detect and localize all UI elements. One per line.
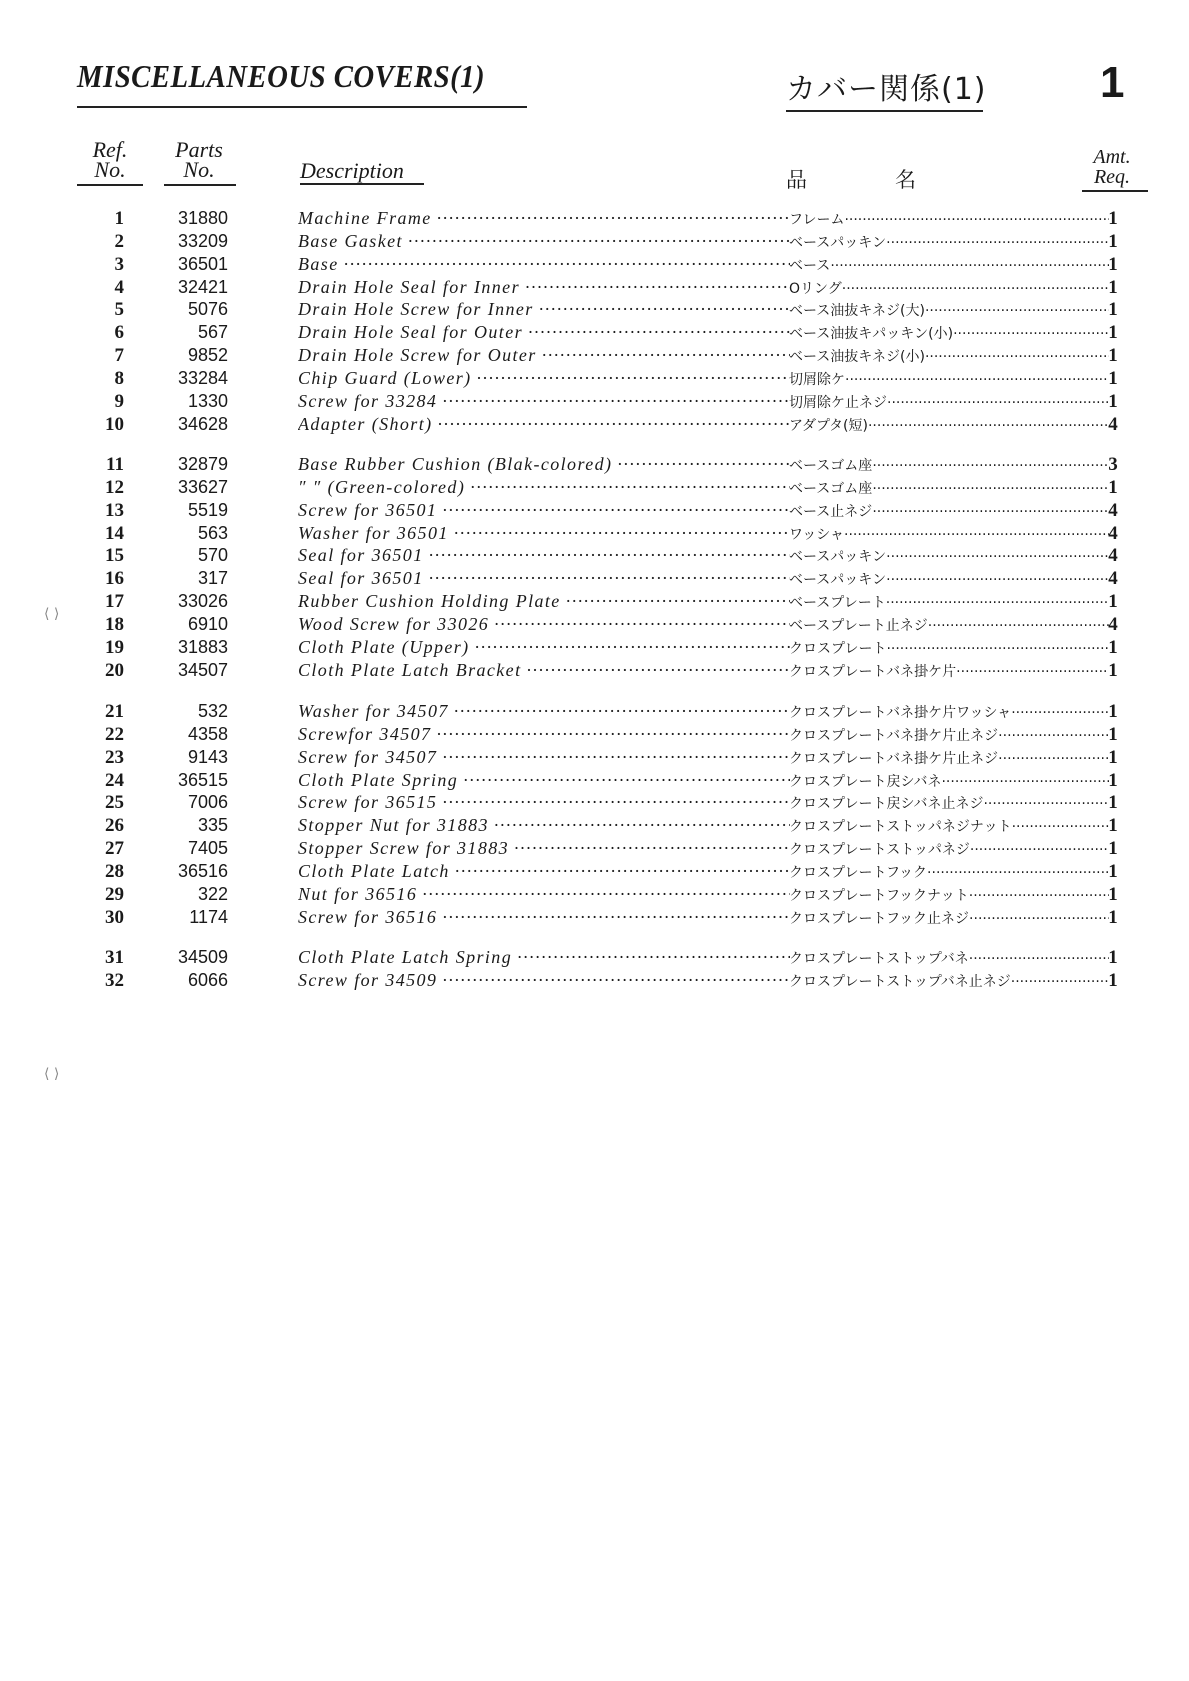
part-description: Cloth Plate (Upper) ····· xyxy=(298,637,790,659)
ref-number: 28 xyxy=(105,860,124,882)
amount-required: 1 xyxy=(1108,883,1118,905)
ref-number: 14 xyxy=(105,522,124,544)
amount-required: 1 xyxy=(1108,860,1118,882)
column-header-parts xyxy=(164,137,234,182)
table-row xyxy=(0,345,1189,367)
part-description: Screw for 36515 ····· xyxy=(298,792,790,814)
amount-required: 1 xyxy=(1108,230,1118,252)
part-number: 335 xyxy=(197,815,228,836)
amount-required: 1 xyxy=(1108,367,1118,389)
ref-number: 10 xyxy=(105,413,124,435)
table-row xyxy=(0,884,1189,906)
amount-required: 1 xyxy=(1108,276,1118,298)
ref-number: 32 xyxy=(105,969,124,991)
part-name-japanese: クロスプレートバネ掛ケ片 ····· xyxy=(789,660,1109,682)
ref-number: 27 xyxy=(105,838,124,860)
table-row xyxy=(0,907,1189,929)
part-description: Cloth Plate Latch Spring ····· xyxy=(298,947,790,969)
part-description: Base Rubber Cushion (Blak-colored) ····· xyxy=(298,454,790,476)
table-row xyxy=(0,614,1189,636)
table-row xyxy=(0,568,1189,590)
amount-required: 1 xyxy=(1108,815,1118,837)
part-description: Base ····· xyxy=(298,254,790,276)
amount-required: 4 xyxy=(1108,499,1118,521)
table-row xyxy=(0,747,1189,769)
table-row xyxy=(0,277,1189,299)
part-number: 9852 xyxy=(187,345,228,366)
part-description: ″ ″ (Green-colored) ····· xyxy=(298,477,790,499)
part-name-japanese: クロスプレートバネ掛ケ片止ネジ ····· xyxy=(789,747,1109,769)
table-row xyxy=(0,792,1189,814)
part-description: Seal for 36501 ····· xyxy=(298,568,790,590)
part-name-japanese: アダプタ(短) ····· xyxy=(789,414,1109,436)
table-row xyxy=(0,637,1189,659)
part-number: 563 xyxy=(197,522,228,543)
ref-number: 30 xyxy=(105,906,124,928)
jp-header-char-1: 品 xyxy=(786,168,807,192)
ref-number: 6 xyxy=(114,322,124,344)
part-name-japanese: クロスプレートストッパネジナット ····· xyxy=(789,815,1109,837)
part-name-japanese: ベース止ネジ ····· xyxy=(789,500,1109,522)
part-name-japanese: ベースパッキン ····· xyxy=(789,545,1109,567)
column-header-description: Description xyxy=(300,158,404,183)
part-number: 33627 xyxy=(177,476,228,497)
part-name-japanese: クロスプレート戻シバネ止ネジ ····· xyxy=(789,792,1109,814)
table-row xyxy=(0,231,1189,253)
ref-number: 13 xyxy=(105,499,124,521)
table-row xyxy=(0,591,1189,613)
part-number: 5519 xyxy=(187,499,228,520)
part-name-japanese: ベース油抜キパッキン(小) ····· xyxy=(789,322,1109,344)
ref-number: 4 xyxy=(114,276,124,298)
page-number: 1 xyxy=(1100,58,1125,107)
part-name-japanese: フレーム ····· xyxy=(789,208,1109,230)
part-number: 33209 xyxy=(177,230,228,251)
part-description: Chip Guard (Lower) ····· xyxy=(298,368,790,390)
part-number: 34509 xyxy=(177,947,228,967)
part-name-japanese: クロスプレートストップバネ止ネジ ····· xyxy=(789,970,1109,992)
part-number: 7405 xyxy=(187,838,228,859)
parts-header-underline xyxy=(164,184,236,186)
part-description: Rubber Cushion Holding Plate ····· xyxy=(298,591,790,613)
part-description: Cloth Plate Latch Bracket ····· xyxy=(298,660,790,682)
amount-required: 4 xyxy=(1108,522,1118,544)
ref-header-line2: No. xyxy=(94,157,126,182)
table-row xyxy=(0,322,1189,344)
part-name-japanese: ベース油抜キネジ(大) ····· xyxy=(789,299,1109,321)
column-header-ref xyxy=(80,137,140,182)
part-description: Screwfor 34507 ····· xyxy=(298,724,790,746)
amount-required: 1 xyxy=(1108,253,1118,275)
ref-number: 5 xyxy=(114,299,124,321)
table-row xyxy=(0,368,1189,390)
part-name-japanese: ベースゴム座 ····· xyxy=(789,454,1109,476)
part-name-japanese: クロスプレートストップバネ ····· xyxy=(789,947,1109,969)
part-description: Nut for 36516 ····· xyxy=(298,884,790,906)
part-number: 5076 xyxy=(187,299,228,320)
part-name-japanese: ベースゴム座 ····· xyxy=(789,477,1109,499)
jp-header-char-2: 名 xyxy=(895,168,916,192)
part-name-japanese: クロスプレートバネ掛ケ片止ネジ ····· xyxy=(789,724,1109,746)
part-name-japanese: ベース ····· xyxy=(789,254,1109,276)
part-number: 36501 xyxy=(177,253,228,274)
part-name-japanese: クロスプレートフック止ネジ ····· xyxy=(789,907,1109,929)
ref-number: 16 xyxy=(105,568,124,590)
part-description: Cloth Plate Spring ····· xyxy=(298,770,790,792)
part-name-japanese: 切屑除ケ ····· xyxy=(789,368,1109,390)
ref-number: 23 xyxy=(105,746,124,768)
parts-header-line2: No. xyxy=(183,157,215,182)
ref-number: 21 xyxy=(105,701,124,722)
amount-required: 1 xyxy=(1108,476,1118,498)
parts-header-line1: Parts xyxy=(175,137,223,162)
amount-required: 1 xyxy=(1108,659,1118,681)
amt-header-line2: Req. xyxy=(1093,166,1131,188)
ref-number: 19 xyxy=(105,636,124,658)
part-description: Drain Hole Seal for Outer ····· xyxy=(298,322,790,344)
amount-required: 1 xyxy=(1108,969,1118,991)
part-name-japanese: ベースパッキン ····· xyxy=(789,231,1109,253)
column-header-amount xyxy=(1082,147,1142,187)
description-header-underline xyxy=(300,183,424,185)
amount-required: 1 xyxy=(1108,701,1118,722)
part-description: Seal for 36501 ····· xyxy=(298,545,790,567)
part-number: 36515 xyxy=(177,769,228,790)
part-name-japanese: ベースプレート止ネジ ····· xyxy=(789,614,1109,636)
amount-required: 1 xyxy=(1108,947,1118,968)
part-number: 317 xyxy=(197,568,228,589)
amount-required: 1 xyxy=(1108,838,1118,860)
part-name-japanese: クロスプレートバネ掛ケ片ワッシャ ····· xyxy=(789,701,1109,723)
part-number: 31880 xyxy=(177,208,228,228)
ref-number: 26 xyxy=(105,815,124,837)
ref-header-line1: Ref. xyxy=(92,137,128,162)
part-description: Washer for 34507 ····· xyxy=(298,701,790,723)
table-row xyxy=(0,523,1189,545)
ref-number: 7 xyxy=(114,345,124,367)
part-name-japanese: クロスプレートフック ····· xyxy=(789,861,1109,883)
part-description: Drain Hole Screw for Inner ····· xyxy=(298,299,790,321)
amount-required: 4 xyxy=(1108,568,1118,590)
table-row xyxy=(0,545,1189,567)
part-number: 570 xyxy=(197,545,228,566)
amount-required: 1 xyxy=(1108,208,1118,229)
ref-number: 1 xyxy=(114,208,124,229)
amount-required: 1 xyxy=(1108,299,1118,321)
ref-number: 18 xyxy=(105,613,124,635)
table-row xyxy=(0,254,1189,276)
amount-required: 3 xyxy=(1108,454,1118,475)
amount-required: 1 xyxy=(1108,345,1118,367)
ref-number: 17 xyxy=(105,591,124,613)
amount-required: 4 xyxy=(1108,613,1118,635)
part-description: Base Gasket ····· xyxy=(298,231,790,253)
amount-required: 4 xyxy=(1108,545,1118,567)
table-row xyxy=(0,724,1189,746)
part-name-japanese: Oリング ····· xyxy=(789,277,1109,299)
amt-header-line1: Amt. xyxy=(1093,146,1131,168)
table-row xyxy=(0,947,1189,969)
part-number: 36516 xyxy=(177,860,228,881)
part-name-japanese: クロスプレートフックナット ····· xyxy=(789,884,1109,906)
part-number: 31883 xyxy=(177,636,228,657)
table-row xyxy=(0,838,1189,860)
ref-number: 9 xyxy=(114,390,124,412)
part-number: 567 xyxy=(197,322,228,343)
scan-mark: ⟨ ⟩ xyxy=(44,1066,60,1082)
amount-required: 4 xyxy=(1108,413,1118,435)
part-number: 1330 xyxy=(187,390,228,411)
part-number: 34628 xyxy=(177,413,228,434)
title-underline xyxy=(77,106,527,108)
table-row xyxy=(0,454,1189,476)
part-name-japanese: クロスプレート ····· xyxy=(789,637,1109,659)
amount-required: 1 xyxy=(1108,769,1118,791)
part-description: Cloth Plate Latch ····· xyxy=(298,861,790,883)
part-description: Screw for 36501 ····· xyxy=(298,500,790,522)
part-description: Machine Frame ····· xyxy=(298,208,790,230)
ref-number: 12 xyxy=(105,476,124,498)
title-jp-underline xyxy=(786,110,983,112)
page-title-english: MISCELLANEOUS COVERS(1) xyxy=(77,58,486,94)
part-number: 34507 xyxy=(177,659,228,680)
table-row xyxy=(0,770,1189,792)
amount-required: 1 xyxy=(1108,746,1118,768)
page-title-japanese: カバー関係(1) xyxy=(786,72,987,107)
part-number: 33026 xyxy=(177,591,228,612)
ref-number: 15 xyxy=(105,545,124,567)
ref-header-underline xyxy=(77,184,143,186)
part-description: Screw for 34507 ····· xyxy=(298,747,790,769)
table-row xyxy=(0,391,1189,413)
part-number: 32879 xyxy=(177,454,228,474)
part-name-japanese: ワッシャ ····· xyxy=(789,523,1109,545)
amount-required: 1 xyxy=(1108,390,1118,412)
table-row xyxy=(0,477,1189,499)
part-number: 9143 xyxy=(187,746,228,767)
amount-required: 1 xyxy=(1108,636,1118,658)
table-row xyxy=(0,660,1189,682)
part-number: 1174 xyxy=(189,906,228,927)
ref-number: 3 xyxy=(114,253,124,275)
ref-number: 20 xyxy=(105,659,124,681)
part-number: 32421 xyxy=(177,276,228,297)
amount-required: 1 xyxy=(1108,322,1118,344)
part-description: Drain Hole Screw for Outer ····· xyxy=(298,345,790,367)
amount-required: 1 xyxy=(1108,591,1118,613)
table-row xyxy=(0,861,1189,883)
ref-number: 31 xyxy=(105,947,124,968)
table-row xyxy=(0,414,1189,436)
part-description: Screw for 33284 ····· xyxy=(298,391,790,413)
table-row xyxy=(0,500,1189,522)
ref-number: 2 xyxy=(114,230,124,252)
amount-required: 1 xyxy=(1108,906,1118,928)
ref-number: 11 xyxy=(106,454,124,475)
amount-required: 1 xyxy=(1108,723,1118,745)
part-name-japanese: クロスプレート戻シバネ ····· xyxy=(789,770,1109,792)
part-description: Washer for 36501 ····· xyxy=(298,523,790,545)
part-name-japanese: 切屑除ケ止ネジ ····· xyxy=(789,391,1109,413)
part-number: 7006 xyxy=(187,792,228,813)
table-row xyxy=(0,208,1189,230)
part-number: 6910 xyxy=(187,613,228,634)
part-description: Stopper Screw for 31883 ····· xyxy=(298,838,790,860)
table-row xyxy=(0,815,1189,837)
ref-number: 22 xyxy=(105,723,124,745)
ref-number: 29 xyxy=(105,883,124,905)
part-name-japanese: ベース油抜キネジ(小) ····· xyxy=(789,345,1109,367)
part-description: Drain Hole Seal for Inner ····· xyxy=(298,277,790,299)
ref-number: 24 xyxy=(105,769,124,791)
part-description: Screw for 34509 ····· xyxy=(298,970,790,992)
scan-mark: ⟨ ⟩ xyxy=(44,606,60,622)
part-number: 6066 xyxy=(187,969,228,990)
part-description: Wood Screw for 33026 ····· xyxy=(298,614,790,636)
part-number: 322 xyxy=(197,883,228,904)
part-description: Stopper Nut for 31883 ····· xyxy=(298,815,790,837)
table-row xyxy=(0,299,1189,321)
part-name-japanese: ベースプレート ····· xyxy=(789,591,1109,613)
amount-header-underline xyxy=(1082,190,1148,192)
part-name-japanese: クロスプレートストッパネジ ····· xyxy=(789,838,1109,860)
part-description: Screw for 36516 ····· xyxy=(298,907,790,929)
part-number: 4358 xyxy=(187,723,228,744)
table-row xyxy=(0,970,1189,992)
part-number: 532 xyxy=(197,701,228,721)
column-header-japanese-name xyxy=(786,164,916,194)
amount-required: 1 xyxy=(1108,792,1118,814)
part-name-japanese: ベースパッキン ····· xyxy=(789,568,1109,590)
table-row xyxy=(0,701,1189,723)
part-number: 33284 xyxy=(177,367,228,388)
part-description: Adapter (Short) ····· xyxy=(298,414,790,436)
ref-number: 8 xyxy=(114,367,124,389)
ref-number: 25 xyxy=(105,792,124,814)
